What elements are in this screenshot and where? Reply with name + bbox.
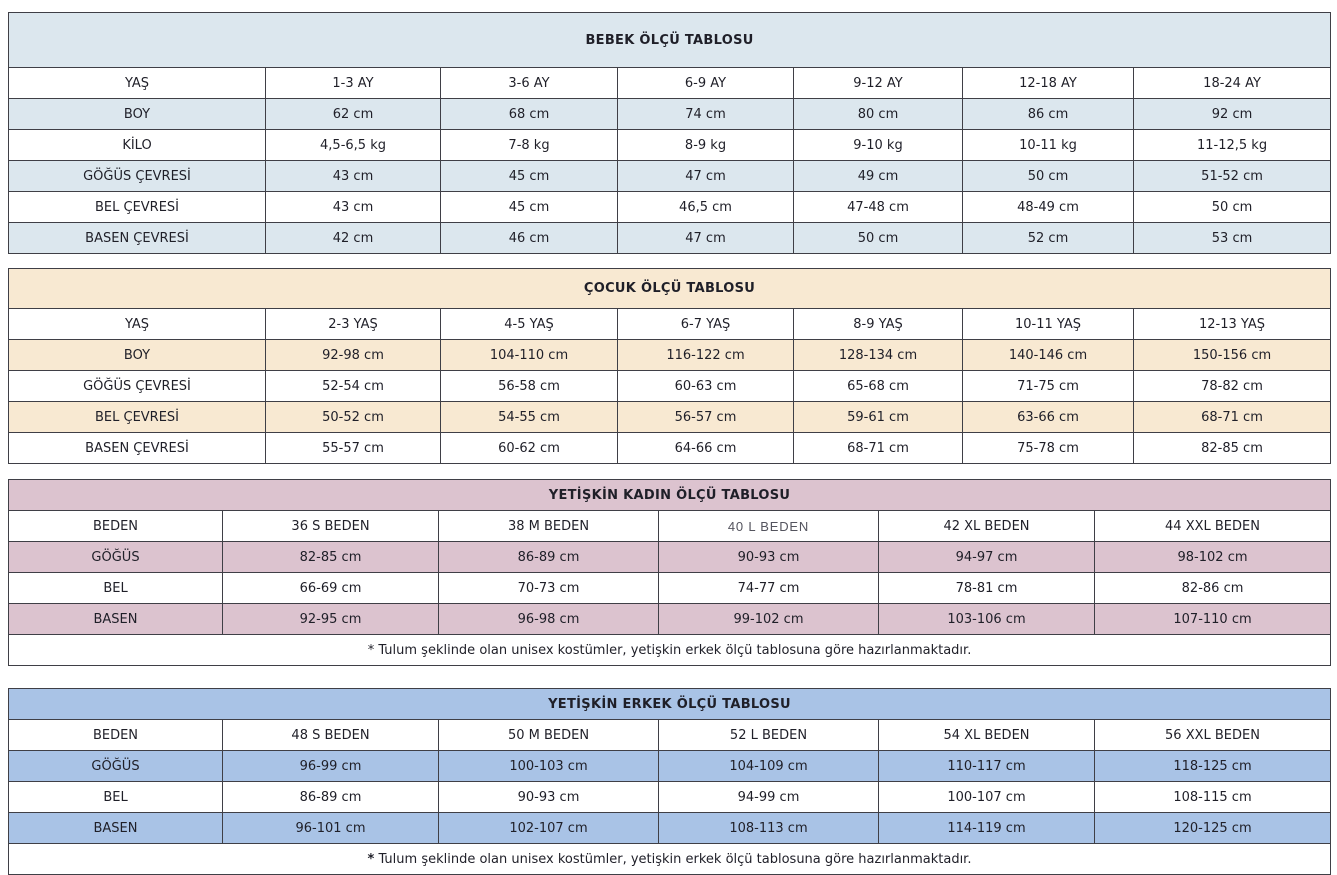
child-cell: 4-5 YAŞ — [441, 309, 618, 340]
women-cell: 78-81 cm — [879, 573, 1095, 604]
women-cell: 92-95 cm — [223, 604, 439, 635]
baby-row-2 — [9, 130, 1331, 161]
women-size-table — [8, 479, 1331, 666]
women-table-title: YETİŞKİN KADIN ÖLÇÜ TABLOSU — [9, 480, 1331, 511]
women-row-0 — [9, 511, 1331, 542]
women-cell: 42 XL BEDEN — [879, 511, 1095, 542]
child-row-2 — [9, 371, 1331, 402]
child-cell: 2-3 YAŞ — [266, 309, 441, 340]
baby-row-label: BEL ÇEVRESİ — [9, 192, 266, 223]
child-row-label: BASEN ÇEVRESİ — [9, 433, 266, 464]
baby-cell: 51-52 cm — [1134, 161, 1331, 192]
baby-cell: 47 cm — [618, 161, 794, 192]
baby-cell: 62 cm — [266, 99, 441, 130]
men-row-label: BEDEN — [9, 720, 223, 751]
men-cell: 110-117 cm — [879, 751, 1095, 782]
men-cell: 114-119 cm — [879, 813, 1095, 844]
baby-cell: 7-8 kg — [441, 130, 618, 161]
child-size-table — [8, 268, 1331, 464]
men-row-0 — [9, 720, 1331, 751]
child-cell: 54-55 cm — [441, 402, 618, 433]
baby-cell: 50 cm — [963, 161, 1134, 192]
child-cell: 59-61 cm — [794, 402, 963, 433]
baby-cell: 45 cm — [441, 161, 618, 192]
men-cell: 50 M BEDEN — [439, 720, 659, 751]
child-cell: 50-52 cm — [266, 402, 441, 433]
baby-cell: 53 cm — [1134, 223, 1331, 254]
baby-size-table — [8, 12, 1331, 254]
child-cell: 8-9 YAŞ — [794, 309, 963, 340]
baby-row-0 — [9, 68, 1331, 99]
baby-row-label: GÖĞÜS ÇEVRESİ — [9, 161, 266, 192]
child-cell: 10-11 YAŞ — [963, 309, 1134, 340]
child-row-label: BOY — [9, 340, 266, 371]
women-cell: 99-102 cm — [659, 604, 879, 635]
baby-cell: 6-9 AY — [618, 68, 794, 99]
child-cell: 56-58 cm — [441, 371, 618, 402]
baby-cell: 3-6 AY — [441, 68, 618, 99]
women-cell: 82-85 cm — [223, 542, 439, 573]
baby-row-label: BASEN ÇEVRESİ — [9, 223, 266, 254]
footnote-text: Tulum şeklinde olan unisex kostümler, yetişkin erkek ölçü tablosuna göre hazırlanmaktadır. — [374, 642, 972, 658]
child-cell: 60-62 cm — [441, 433, 618, 464]
women-cell: 103-106 cm — [879, 604, 1095, 635]
child-cell: 140-146 cm — [963, 340, 1134, 371]
child-cell: 56-57 cm — [618, 402, 794, 433]
baby-cell: 92 cm — [1134, 99, 1331, 130]
men-cell: 104-109 cm — [659, 751, 879, 782]
baby-table-title: BEBEK ÖLÇÜ TABLOSU — [9, 13, 1331, 68]
baby-cell: 12-18 AY — [963, 68, 1134, 99]
child-cell: 78-82 cm — [1134, 371, 1331, 402]
child-cell: 65-68 cm — [794, 371, 963, 402]
women-row-1 — [9, 542, 1331, 573]
men-cell: 100-103 cm — [439, 751, 659, 782]
child-cell: 68-71 cm — [794, 433, 963, 464]
women-footnote-row — [9, 635, 1331, 666]
baby-row-4 — [9, 192, 1331, 223]
women-row-2 — [9, 573, 1331, 604]
baby-cell: 9-12 AY — [794, 68, 963, 99]
baby-cell: 42 cm — [266, 223, 441, 254]
child-cell: 150-156 cm — [1134, 340, 1331, 371]
baby-row-3 — [9, 161, 1331, 192]
women-cell: 70-73 cm — [439, 573, 659, 604]
child-cell: 75-78 cm — [963, 433, 1134, 464]
men-row-2 — [9, 782, 1331, 813]
baby-row-1 — [9, 99, 1331, 130]
men-cell: 96-99 cm — [223, 751, 439, 782]
child-cell: 128-134 cm — [794, 340, 963, 371]
women-row-label: GÖĞÜS — [9, 542, 223, 573]
baby-cell: 50 cm — [1134, 192, 1331, 223]
men-cell: 100-107 cm — [879, 782, 1095, 813]
baby-cell: 46 cm — [441, 223, 618, 254]
women-cell: 98-102 cm — [1095, 542, 1331, 573]
baby-cell: 50 cm — [794, 223, 963, 254]
women-cell: 40 L BEDEN — [659, 511, 879, 542]
baby-cell: 47 cm — [618, 223, 794, 254]
child-cell: 104-110 cm — [441, 340, 618, 371]
men-cell: 56 XXL BEDEN — [1095, 720, 1331, 751]
men-cell: 94-99 cm — [659, 782, 879, 813]
baby-cell: 46,5 cm — [618, 192, 794, 223]
child-row-label: YAŞ — [9, 309, 266, 340]
men-row-3 — [9, 813, 1331, 844]
child-cell: 82-85 cm — [1134, 433, 1331, 464]
baby-cell: 4,5-6,5 kg — [266, 130, 441, 161]
baby-cell: 48-49 cm — [963, 192, 1134, 223]
child-row-label: BEL ÇEVRESİ — [9, 402, 266, 433]
child-cell: 92-98 cm — [266, 340, 441, 371]
baby-row-label: BOY — [9, 99, 266, 130]
baby-cell: 52 cm — [963, 223, 1134, 254]
women-row-3 — [9, 604, 1331, 635]
child-cell: 60-63 cm — [618, 371, 794, 402]
footnote-text: Tulum şeklinde olan unisex kostümler, yetişkin erkek ölçü tablosuna göre hazırlanmaktadır. — [374, 851, 972, 867]
child-title-row — [9, 269, 1331, 309]
child-cell: 6-7 YAŞ — [618, 309, 794, 340]
baby-cell: 86 cm — [963, 99, 1134, 130]
baby-cell: 80 cm — [794, 99, 963, 130]
baby-cell: 8-9 kg — [618, 130, 794, 161]
child-row-label: GÖĞÜS ÇEVRESİ — [9, 371, 266, 402]
baby-cell: 47-48 cm — [794, 192, 963, 223]
child-row-1 — [9, 340, 1331, 371]
baby-cell: 18-24 AY — [1134, 68, 1331, 99]
baby-cell: 43 cm — [266, 192, 441, 223]
men-footnote — [9, 844, 1331, 875]
men-row-label: GÖĞÜS — [9, 751, 223, 782]
child-row-3 — [9, 402, 1331, 433]
men-cell: 90-93 cm — [439, 782, 659, 813]
baby-cell: 10-11 kg — [963, 130, 1134, 161]
women-cell: 74-77 cm — [659, 573, 879, 604]
baby-cell: 11-12,5 kg — [1134, 130, 1331, 161]
men-table-title: YETİŞKİN ERKEK ÖLÇÜ TABLOSU — [9, 689, 1331, 720]
baby-cell: 1-3 AY — [266, 68, 441, 99]
baby-cell: 68 cm — [441, 99, 618, 130]
baby-row-label: KİLO — [9, 130, 266, 161]
child-cell: 52-54 cm — [266, 371, 441, 402]
baby-cell: 45 cm — [441, 192, 618, 223]
men-row-label: BEL — [9, 782, 223, 813]
men-cell: 54 XL BEDEN — [879, 720, 1095, 751]
baby-title-row — [9, 13, 1331, 68]
child-table-title: ÇOCUK ÖLÇÜ TABLOSU — [9, 269, 1331, 309]
women-cell: 36 S BEDEN — [223, 511, 439, 542]
asterisk-marker: * — [367, 642, 375, 658]
men-cell: 118-125 cm — [1095, 751, 1331, 782]
child-cell: 68-71 cm — [1134, 402, 1331, 433]
women-cell: 82-86 cm — [1095, 573, 1331, 604]
baby-cell: 74 cm — [618, 99, 794, 130]
women-cell: 44 XXL BEDEN — [1095, 511, 1331, 542]
men-size-table — [8, 688, 1331, 875]
men-footnote-row — [9, 844, 1331, 875]
baby-cell: 49 cm — [794, 161, 963, 192]
baby-row-5 — [9, 223, 1331, 254]
men-cell: 108-115 cm — [1095, 782, 1331, 813]
women-cell: 38 M BEDEN — [439, 511, 659, 542]
men-row-1 — [9, 751, 1331, 782]
men-cell: 96-101 cm — [223, 813, 439, 844]
women-cell: 96-98 cm — [439, 604, 659, 635]
women-row-label: BEL — [9, 573, 223, 604]
child-row-4 — [9, 433, 1331, 464]
size-tables-page — [8, 12, 1330, 875]
men-cell: 86-89 cm — [223, 782, 439, 813]
child-cell: 71-75 cm — [963, 371, 1134, 402]
women-cell: 94-97 cm — [879, 542, 1095, 573]
child-cell: 64-66 cm — [618, 433, 794, 464]
baby-cell: 43 cm — [266, 161, 441, 192]
men-title-row — [9, 689, 1331, 720]
women-cell: 66-69 cm — [223, 573, 439, 604]
men-cell: 120-125 cm — [1095, 813, 1331, 844]
women-title-row — [9, 480, 1331, 511]
child-row-0 — [9, 309, 1331, 340]
women-row-label: BEDEN — [9, 511, 223, 542]
women-cell: 90-93 cm — [659, 542, 879, 573]
asterisk-marker: * — [367, 851, 375, 867]
child-cell: 63-66 cm — [963, 402, 1134, 433]
baby-row-label: YAŞ — [9, 68, 266, 99]
women-cell: 86-89 cm — [439, 542, 659, 573]
men-cell: 48 S BEDEN — [223, 720, 439, 751]
men-cell: 108-113 cm — [659, 813, 879, 844]
women-cell: 107-110 cm — [1095, 604, 1331, 635]
men-cell: 102-107 cm — [439, 813, 659, 844]
men-cell: 52 L BEDEN — [659, 720, 879, 751]
women-footnote — [9, 635, 1331, 666]
child-cell: 55-57 cm — [266, 433, 441, 464]
child-cell: 116-122 cm — [618, 340, 794, 371]
men-row-label: BASEN — [9, 813, 223, 844]
baby-cell: 9-10 kg — [794, 130, 963, 161]
women-row-label: BASEN — [9, 604, 223, 635]
child-cell: 12-13 YAŞ — [1134, 309, 1331, 340]
